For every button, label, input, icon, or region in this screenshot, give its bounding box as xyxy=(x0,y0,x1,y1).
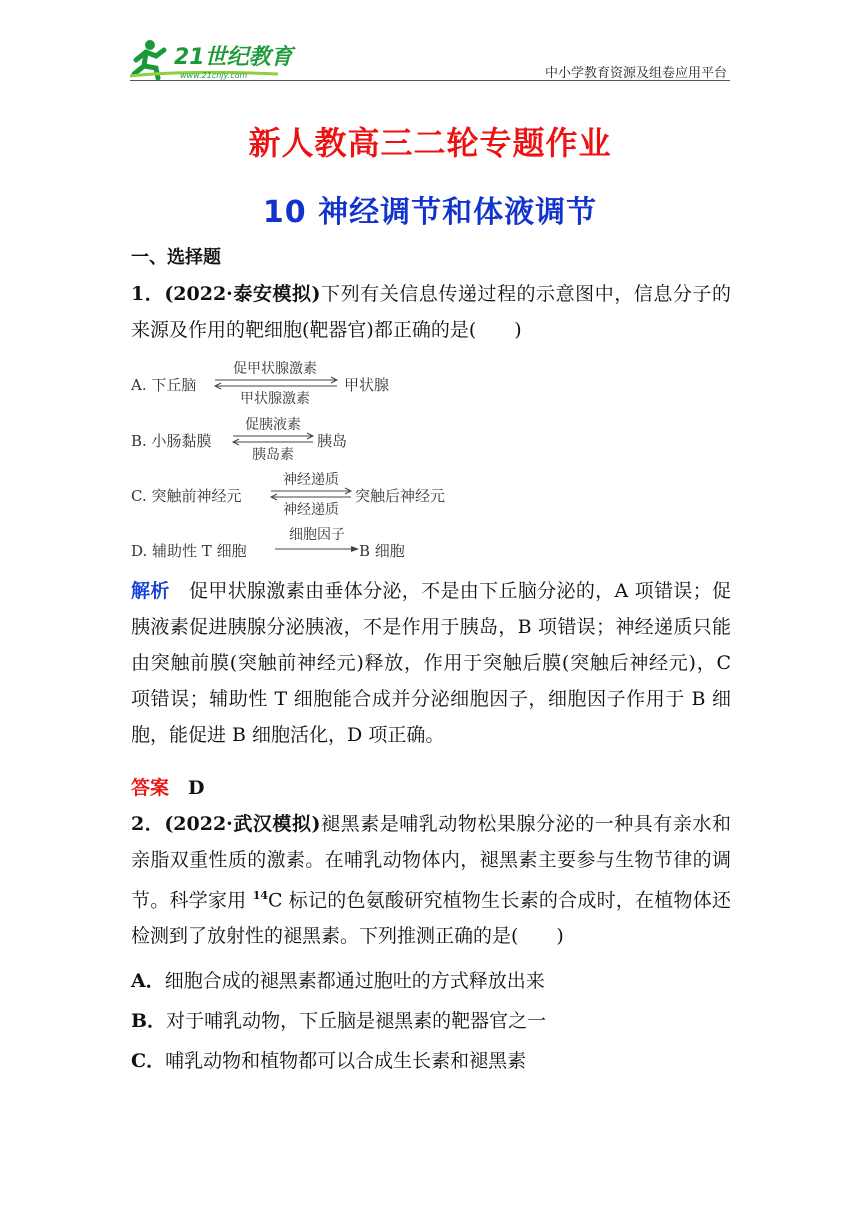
option-key: A． xyxy=(131,970,165,992)
page-header xyxy=(0,0,860,90)
option-d-diagram xyxy=(131,528,531,568)
analysis-paragraph xyxy=(131,573,731,753)
option-c-down-label: 神经递质 xyxy=(283,502,339,518)
question-number: 1． xyxy=(131,283,165,305)
analysis-label: 解析 xyxy=(131,580,170,602)
option-text: 细胞合成的褪黑素都通过胞吐的方式释放出来 xyxy=(164,970,545,992)
option-b-up-label: 促胰液素 xyxy=(245,417,301,433)
header-divider xyxy=(130,80,730,81)
arrow-right-icon xyxy=(273,542,361,556)
document-title: 新人教高三二轮专题作业 xyxy=(248,124,612,162)
answer-value: D xyxy=(188,777,205,799)
option-text: 对于哺乳动物，下丘脑是褪黑素的靶器官之一 xyxy=(166,1010,547,1032)
question-stem: 下列有关信息传递过程的示意图中，信息分子的来源及作用的靶细胞(靶器官)都正确的是( ) xyxy=(131,283,731,341)
option-a-up-label: 促甲状腺激素 xyxy=(233,361,317,377)
option-c-diagram xyxy=(131,472,551,518)
logo-text: 21世纪教育 xyxy=(174,45,293,70)
option-text: 哺乳动物和植物都可以合成生长素和褪黑素 xyxy=(165,1050,527,1072)
option-a-target: 甲状腺 xyxy=(344,376,390,394)
question-2 xyxy=(131,806,731,954)
option-c-up-label: 神经递质 xyxy=(283,472,339,488)
q2-option-c xyxy=(131,1043,731,1079)
answer-line xyxy=(131,770,731,806)
option-a-down-label: 甲状腺激素 xyxy=(240,391,310,407)
option-key: C． xyxy=(131,1050,166,1072)
question-stem-part-2: C 标记的色氨酸研究植物生长素的合成时，在植物体还检测到了放射性的褪黑素。下列推测正确的是( ) xyxy=(131,889,731,948)
option-b-diagram xyxy=(131,417,531,463)
option-a-source: A. 下丘脑 xyxy=(131,376,197,394)
document-subtitle: 10 神经调节和体液调节 xyxy=(262,195,598,230)
option-d-up-label: 细胞因子 xyxy=(289,527,345,543)
option-b-target: 胰岛 xyxy=(317,432,348,450)
option-key: B． xyxy=(131,1010,167,1032)
site-logo[interactable] xyxy=(128,36,298,80)
option-b-source: B. 小肠黏膜 xyxy=(131,432,212,450)
question-stem-part-1: 褪黑素是哺乳动物松果腺分泌的一种具有亲水和亲脂双重性质的激素。在哺乳动物体内，褪黑素主要参与生物节律的调节。科学家用 xyxy=(131,813,731,912)
section-heading: 一、选择题 xyxy=(131,247,221,268)
question-source: (2022·武汉模拟) xyxy=(164,813,321,835)
q2-option-b xyxy=(131,1003,731,1039)
question-number: 2． xyxy=(131,813,165,835)
option-a-diagram xyxy=(131,361,531,407)
option-d-target: B 细胞 xyxy=(359,542,405,560)
analysis-text: 促甲状腺激素由垂体分泌，不是由下丘脑分泌的，A 项错误；促胰液素促进胰腺分泌胰液，不是作用于胰岛，B 项错误；神经递质只能由突触前膜(突触前神经元)释放，作用于突触后膜(突触后神经元)，C 项错误；辅助性 T 细胞能合成并分泌细胞因子，细胞因子作用于 B 细胞，能促进 B 细胞活化，D 项正确。 xyxy=(131,580,731,746)
answer-label: 答案 xyxy=(131,777,170,799)
question-source: (2022·泰安模拟) xyxy=(164,283,321,305)
option-d-source: D. 辅助性 T 细胞 xyxy=(131,542,247,560)
question-1 xyxy=(131,276,731,348)
header-platform-text: 中小学教育资源及组卷应用平台 xyxy=(545,66,728,81)
q2-option-a xyxy=(131,963,731,999)
logo-url: www.21cnjy.com xyxy=(180,71,248,80)
option-b-down-label: 胰岛素 xyxy=(252,447,294,463)
runner-logo-icon xyxy=(128,36,298,80)
option-c-target: 突触后神经元 xyxy=(355,487,446,505)
isotope-superscript: 14 xyxy=(252,889,268,902)
option-c-source: C. 突触前神经元 xyxy=(131,487,242,505)
